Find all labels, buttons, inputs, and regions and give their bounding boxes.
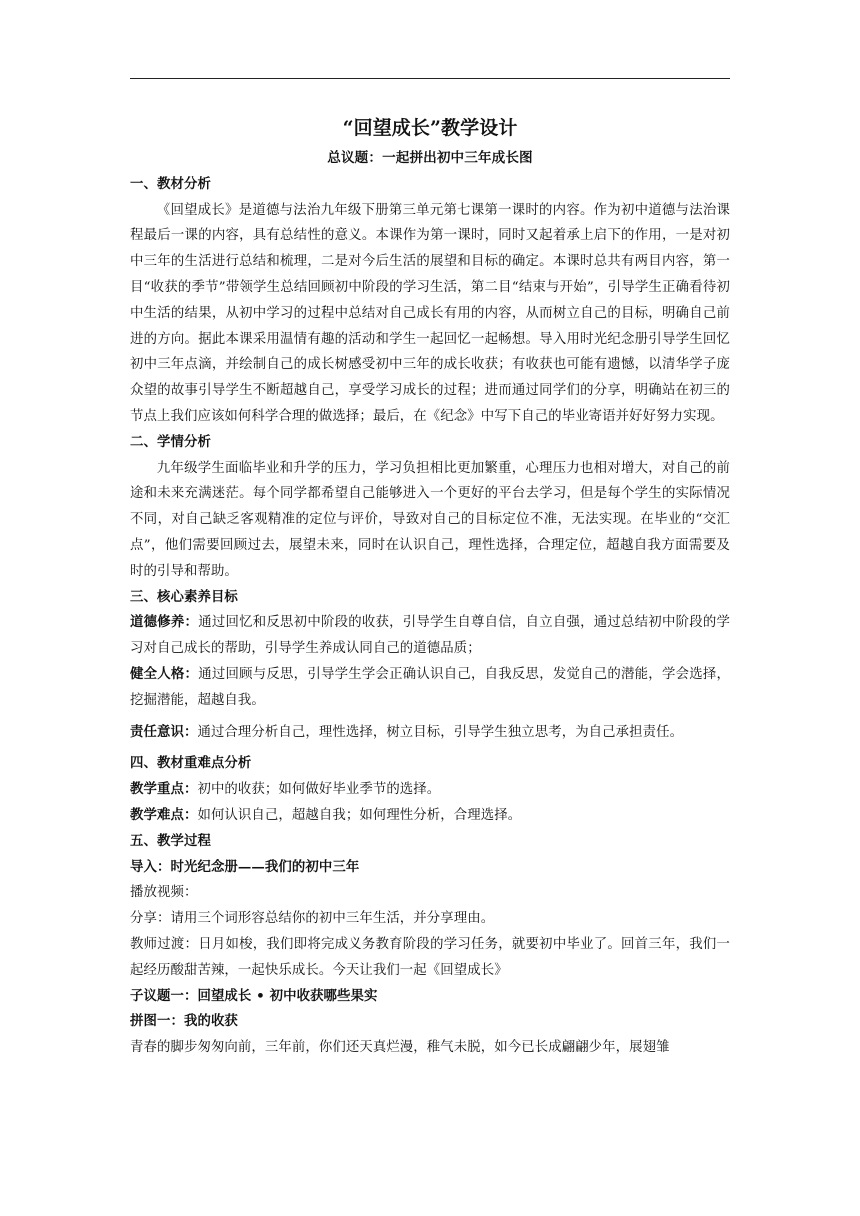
document-title: “回望成长”教学设计: [342, 117, 518, 139]
key-point-text: 初中的收获；如何做好毕业季节的选择。: [197, 782, 441, 798]
puzzle-one-heading: 拼图一：我的收获: [130, 1013, 238, 1030]
sub-topic-one-heading: 子议题一：回望成长 • 初中收获哪些果实: [130, 987, 378, 1004]
goal-moral-cultivation: [130, 610, 730, 662]
section-heading-key-points: 四、教材重难点分析: [130, 755, 252, 772]
goal-responsibility-label: 责任意识：: [130, 723, 198, 740]
header-rule: [130, 78, 730, 79]
section-heading-textbook-analysis: 一、教材分析: [130, 175, 211, 192]
section-heading-core-goals: 三、核心素养目标: [130, 588, 238, 605]
goal-moral-text: 通过回忆和反思初中阶段的收获，引导学生自尊自信，自立自强，通过总结初中阶段的学习对自己成长的帮助，引导学生养成认同自己的道德品质；: [130, 615, 730, 657]
document-subtitle: 总议题：一起拼出初中三年成长图: [327, 150, 533, 166]
intro-heading: 导入：时光纪念册——我们的初中三年: [130, 858, 360, 875]
goal-responsibility: [130, 720, 730, 746]
puzzle-one-paragraph: 青春的脚步匆匆向前，三年前，你们还天真烂漫，稚气未脱，如今已长成翩翩少年，展翅雏: [130, 1040, 670, 1056]
goal-personality-label: 健全人格：: [130, 665, 199, 682]
student-analysis-paragraph: 九年级学生面临毕业和升学的压力，学习负担相比更加繁重，心理压力也相对增大，对自己的前途和未来充满迷茫。每个同学都希望自己能够进入一个更好的平台去学习，但是每个学生的实际情况不同，对自己缺乏客观精准的定位与评价，导致对自己的目标定位不准，无法实现。在毕业的“交汇点”，他们需要回顾过去，展望未来，同时在认识自己，理性选择，合理定位，超越自我方面需要及时的引导和帮助。: [130, 460, 730, 579]
goal-personality-text: 通过回顾与反思，引导学生学会正确认识自己，自我反思，发觉自己的潜能，学会选择，挖掘潜能，超越自我。: [130, 666, 730, 708]
goal-responsibility-text: 通过合理分析自己，理性选择，树立目标，引导学生独立思考，为自己承担责任。: [197, 724, 684, 740]
goal-moral-label: 道德修养：: [130, 614, 199, 631]
difficulty-text: 如何认识自己，超越自我；如何理性分析，合理选择。: [197, 807, 522, 823]
intro-share: 分享：请用三个词形容总结你的初中三年生活，并分享理由。: [130, 911, 495, 927]
teaching-difficulty: [130, 803, 730, 829]
intro-teacher-transition: 教师过渡：日月如梭，我们即将完成义务教育阶段的学习任务，就要初中毕业了。回首三年，我们一起经历酸甜苦辣，一起快乐成长。今天让我们一起《回望成长》: [130, 936, 730, 978]
key-point-label: 教学重点：: [130, 781, 198, 798]
intro-play-video: 播放视频：: [130, 885, 198, 901]
textbook-analysis-paragraph: 《回望成长》是道德与法治九年级下册第三单元第七课第一课时的内容。作为初中道德与法治课程最后一课的内容，具有总结性的意义。本课作为第一课时，同时又起着承上启下的作用，一是对初中三年的生活进行总结和梳理，二是对今后生活的展望和目标的确定。本课时总共有两目内容，第一目“收获的季节”带领学生总结回顾初中阶段的学习生活，第二目“结束与开始”，引导学生正确看待初中生活的结果，从初中学习的过程中总结对自己成长有用的内容，从而树立自己的目标，明确自己前进的方向。据此本课采用温情有趣的活动和学生一起回忆一起畅想。导入用时光纪念册引导学生回忆初中三年点滴，并绘制自己的成长树感受初中三年的成长收获；有收获也可能有遗憾，以清华学子庞众望的故事引导学生不断超越自己，享受学习成长的过程；进而通过同学们的分享，明确站在初三的节点上我们应该如何科学合理的做选择；最后，在《纪念》中写下自己的毕业寄语并好好努力实现。: [130, 202, 730, 424]
goal-sound-personality: [130, 662, 730, 714]
document-body: [130, 112, 730, 1061]
section-heading-student-analysis: 二、学情分析: [130, 433, 211, 450]
teaching-key-point: [130, 777, 730, 803]
section-heading-teaching-process: 五、教学过程: [130, 832, 211, 849]
difficulty-label: 教学难点：: [130, 806, 198, 823]
